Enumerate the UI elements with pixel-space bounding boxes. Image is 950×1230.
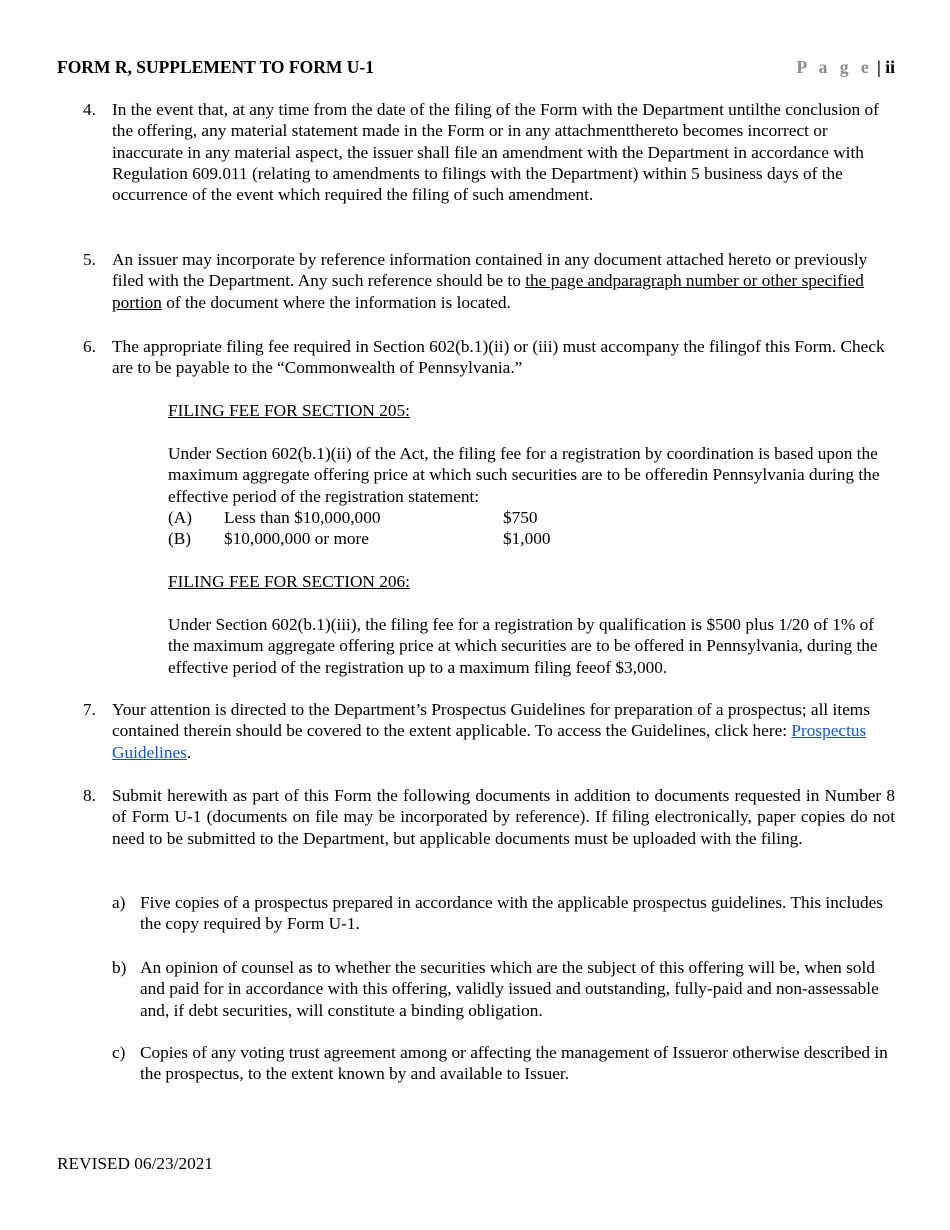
item-text-before: An issuer may incorporate by reference information contained in any document attached hereto or previously filed with the Department. Any such reference should be to [112, 250, 868, 291]
page-label: P a g e [796, 57, 873, 77]
sub-item-text: Copies of any voting trust agreement among or affecting the management of Issueror otherwise described in the prospectus, to the extent known by and available to Issuer. [140, 1043, 888, 1084]
fee-206-heading: FILING FEE FOR SECTION 206: [168, 572, 410, 591]
item-number: 6. [83, 337, 96, 356]
page-separator: | [872, 57, 886, 77]
item-number: 4. [83, 100, 96, 119]
page-number: ii [885, 57, 895, 77]
sub-item-letter: a) [112, 893, 126, 912]
fee-row-label: (A) [168, 508, 192, 527]
item-text-body: Your attention is directed to the Department’s Prospectus Guidelines for preparation of a prospectus; all items contained therein should be covered to the extent applicable. To access the Guidelines, click here: [112, 700, 870, 741]
prospectus-guidelines-link[interactable]: Prospectus Guidelines [112, 721, 867, 762]
sub-item-c [112, 1042, 895, 1085]
revised-date: REVISED 06/23/2021 [57, 1154, 214, 1173]
item-number: 8. [83, 786, 96, 805]
fee-row-a [168, 507, 768, 528]
item-text-underlined: the page andparagraph number or other specified portion [112, 271, 864, 312]
item-text: The appropriate filing fee required in Section 602(b.1)(ii) or (iii) must accompany the filingof this Form. Check are to be payable to the “Commonwealth of Pennsylvania.” [112, 337, 885, 378]
list-item-7 [57, 699, 895, 763]
fee-row-amount: $1,000 [503, 529, 551, 548]
item-number: 7. [83, 700, 96, 719]
form-title: FORM R, SUPPLEMENT TO FORM U-1 [57, 57, 374, 77]
fee-row-amount: $750 [503, 508, 538, 527]
item-number: 5. [83, 250, 96, 269]
fee-205-text: Under Section 602(b.1)(ii) of the Act, the filing fee for a registration by coordination is based upon the maximum aggregate offering price at which such securities are to be offeredin Pennsylvania during the effective period of the registration statement: [168, 444, 880, 506]
list-item-4 [57, 99, 895, 205]
item-text-period: . [186, 742, 192, 762]
item-text [112, 249, 895, 313]
fee-row-description: Less than $10,000,000 [224, 508, 381, 527]
item-text-after: of the document where the information is located. [161, 292, 511, 312]
page-header [57, 57, 895, 79]
list-item-6 [57, 336, 895, 379]
list-item-5 [57, 249, 895, 313]
fee-206-text: Under Section 602(b.1)(iii), the filing fee for a registration by qualification is $500 plus 1/20 of 1% of the maximum aggregate offering price at which securities are to be offered in Pennsylvania, during the effective period of the registration up to a maximum filing feeof $3,000. [168, 615, 878, 677]
fee-row-label: (B) [168, 529, 192, 548]
item-text: In the event that, at any time from the date of the filing of the Form with the Department untilthe conclusion of the offering, any material statement made in the Form or in any attachmentthereto becomes incorrect or inaccurate in any material aspect, the issuer shall file an amendment with the Department in accordance with Regulation 609.011 (relating to amendments to filings with the Department) within 5 business days of the occurrence of the event which required the filing of such amendment. [112, 100, 879, 205]
sub-item-text: Five copies of a prospectus prepared in accordance with the applicable prospectus guidelines. This includes the copy required by Form U-1. [140, 893, 884, 934]
sub-item-text: An opinion of counsel as to whether the securities which are the subject of this offering will be, when sold and paid for in accordance with this offering, validly issued and outstanding, fully-paid and non-assessable and, if debt securities, will constitute a binding obligation. [140, 958, 879, 1020]
list-item-8 [57, 785, 895, 849]
item-text: Submit herewith as part of this Form the following documents in addition to documents requested in Number 8 of Form U-1 (documents on file may be incorporated by reference). If filing electronically, paper copies do not need to be submitted to the Department, but applicable documents must be uploaded with the filing. [112, 786, 895, 848]
sub-item-a [112, 892, 895, 935]
fee-row-b [168, 528, 768, 549]
fee-row-description: $10,000,000 or more [224, 529, 369, 548]
sub-item-letter: b) [112, 958, 127, 977]
sub-item-b [112, 957, 895, 1021]
sub-item-letter: c) [112, 1043, 126, 1062]
fee-205-heading: FILING FEE FOR SECTION 205: [168, 401, 410, 420]
page-indicator [797, 57, 895, 78]
item-text [112, 699, 895, 763]
